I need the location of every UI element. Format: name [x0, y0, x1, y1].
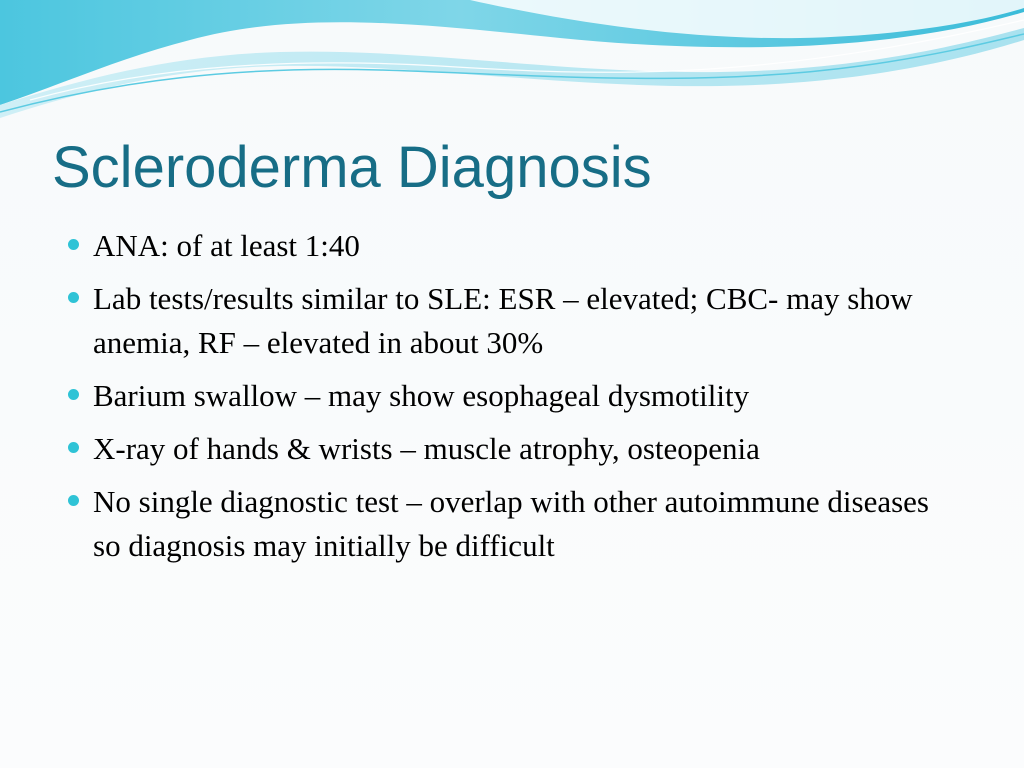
bullet-marker-icon: [68, 389, 79, 400]
header-wave-decoration: [0, 0, 1024, 130]
bullet-text: ANA: of at least 1:40: [93, 228, 360, 263]
bullet-text: No single diagnostic test – overlap with other autoimmune diseases so diagnosis may initially be difficult: [93, 484, 929, 563]
bullet-item: [64, 277, 964, 365]
bullet-text: Barium swallow – may show esophageal dysmotility: [93, 378, 750, 413]
bullet-list: [64, 224, 964, 577]
bullet-marker-icon: [68, 442, 79, 453]
slide-title: Scleroderma Diagnosis: [52, 135, 652, 200]
bullet-item: [64, 427, 964, 471]
bullet-item: [64, 374, 964, 418]
bullet-marker-icon: [68, 292, 79, 303]
bullet-text: Lab tests/results similar to SLE: ESR – elevated; CBC- may show anemia, RF – elevated in about 30%: [93, 281, 913, 360]
bullet-text: X-ray of hands & wrists – muscle atrophy, osteopenia: [93, 431, 760, 466]
bullet-item: [64, 224, 964, 268]
bullet-item: [64, 480, 964, 568]
bullet-marker-icon: [68, 239, 79, 250]
bullet-marker-icon: [68, 495, 79, 506]
